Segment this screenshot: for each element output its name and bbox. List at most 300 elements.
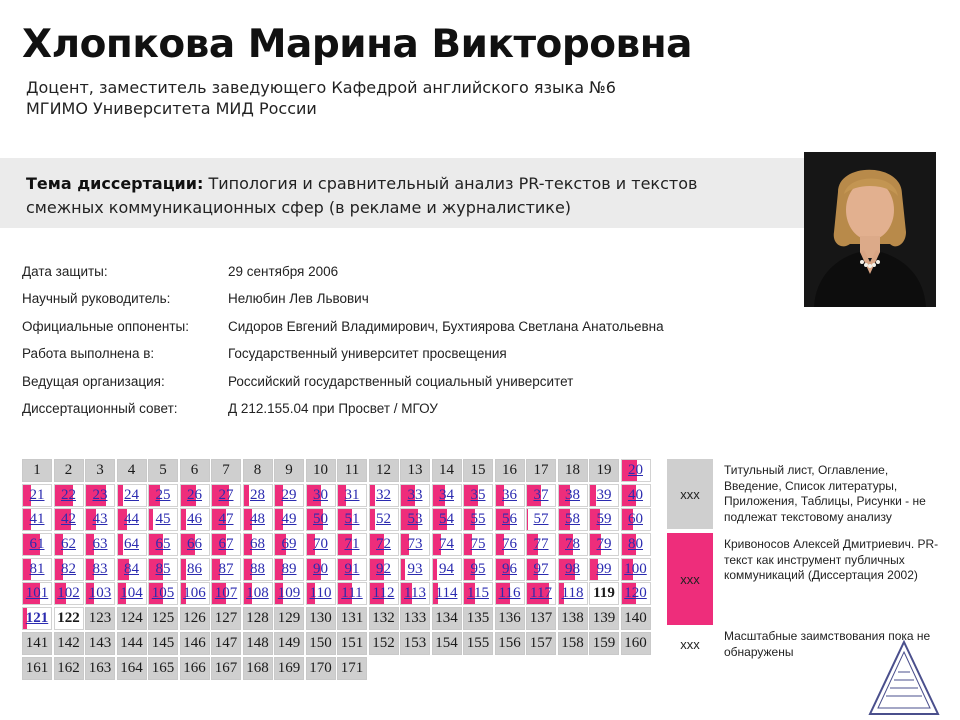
page-cell-service <box>558 607 588 630</box>
page-cell-link[interactable] <box>148 484 178 507</box>
page-cell-link[interactable] <box>117 558 147 581</box>
page-number: 7 <box>222 462 230 478</box>
page-number: 165 <box>151 659 175 676</box>
page-number: 109 <box>277 585 301 602</box>
page-number: 24 <box>124 486 139 503</box>
page-number: 59 <box>596 511 612 528</box>
page-number: 20 <box>628 462 643 478</box>
page-cell-link[interactable] <box>337 533 367 556</box>
page-cell-link[interactable] <box>306 484 336 507</box>
page-cell-link[interactable] <box>400 558 430 581</box>
page-cell-service <box>463 632 493 655</box>
page-number: 160 <box>624 634 647 651</box>
page-cell-link[interactable] <box>54 582 84 605</box>
page-cell-link[interactable] <box>22 558 52 581</box>
page-number: 30 <box>313 486 328 503</box>
info-value: Д 212.155.04 при Просвет / МГОУ <box>228 400 438 416</box>
page-number: 40 <box>628 486 643 503</box>
person-position <box>26 77 616 119</box>
page-number: 170 <box>309 659 332 676</box>
page-cell-link[interactable] <box>180 533 210 556</box>
page-cell-link[interactable] <box>558 582 588 605</box>
page-number: 26 <box>187 486 202 503</box>
page-cell-service <box>180 632 210 655</box>
page-number: 73 <box>407 536 423 553</box>
page-cell-link[interactable] <box>526 508 556 531</box>
page-number: 105 <box>151 585 175 602</box>
page-cell-service <box>243 657 273 680</box>
dissertation-topic <box>26 172 756 220</box>
page-number: 121 <box>25 610 49 627</box>
page-number: 83 <box>92 560 108 577</box>
page-cell-link[interactable] <box>589 558 619 581</box>
page-number: 113 <box>404 585 426 602</box>
page-cell-service <box>432 459 462 482</box>
page-cell-service <box>369 607 399 630</box>
page-number: 163 <box>88 659 112 676</box>
info-value: Нелюбин Лев Львович <box>228 291 369 307</box>
page-cell-link[interactable] <box>621 533 651 556</box>
page-number: 17 <box>533 462 549 478</box>
page-cell-link[interactable] <box>85 533 115 556</box>
page-cell-service <box>337 607 367 630</box>
page-number: 161 <box>25 659 49 676</box>
page-cell-service <box>274 657 304 680</box>
page-number: 47 <box>218 511 234 528</box>
page-cell-link[interactable] <box>621 484 651 507</box>
page-number: 19 <box>596 462 612 478</box>
page-number: 48 <box>250 511 265 528</box>
page-number: 4 <box>127 462 136 478</box>
page-number: 34 <box>439 486 454 503</box>
page-cell-link[interactable] <box>211 508 241 531</box>
page-number: 126 <box>183 610 206 627</box>
page-cell-link[interactable] <box>306 533 336 556</box>
page-cell-clean <box>54 607 84 630</box>
page-number: 153 <box>403 634 427 651</box>
page-number: 8 <box>253 462 262 478</box>
borrowing-bar <box>401 559 405 580</box>
legend-text: Титульный лист, Оглавление, Введение, Список литературы, Приложения, Таблицы, Рисунки - не подлежат текстовому анализу <box>724 463 926 524</box>
page-cell-link[interactable] <box>495 582 525 605</box>
page-number: 90 <box>313 560 328 577</box>
page-cell-service <box>400 632 430 655</box>
page-number: 80 <box>628 536 643 553</box>
page-cell-link[interactable] <box>180 508 210 531</box>
page-cell-link[interactable] <box>558 558 588 581</box>
page-cell-link[interactable] <box>148 558 178 581</box>
page-cell-link[interactable] <box>463 508 493 531</box>
page-number: 46 <box>187 511 202 528</box>
page-number: 154 <box>435 634 458 651</box>
page-cell-link[interactable] <box>211 582 241 605</box>
page-cell-link[interactable] <box>274 508 304 531</box>
page-cell-link[interactable] <box>463 533 493 556</box>
page-number: 66 <box>187 536 202 553</box>
page-number: 45 <box>155 511 171 528</box>
page-cell-service <box>558 459 588 482</box>
page-cell-service <box>180 657 210 680</box>
page-cell-service <box>85 459 115 482</box>
page-number: 29 <box>281 486 297 503</box>
page-number: 145 <box>151 634 175 651</box>
page-number: 38 <box>565 486 580 503</box>
page-number: 88 <box>250 560 265 577</box>
page-cell-link[interactable] <box>211 484 241 507</box>
info-row <box>22 401 742 428</box>
page-cell-service <box>180 459 210 482</box>
page-number: 152 <box>372 634 395 651</box>
page-cell-link[interactable] <box>180 558 210 581</box>
page-number: 157 <box>529 634 553 651</box>
page-number: 143 <box>88 634 112 651</box>
page-number: 35 <box>470 486 486 503</box>
borrowing-bar <box>370 485 376 506</box>
page-cell-link[interactable] <box>211 533 241 556</box>
page-number: 97 <box>533 560 549 577</box>
page-cell-link[interactable] <box>369 558 399 581</box>
page-number: 25 <box>155 486 171 503</box>
page-number: 67 <box>218 536 234 553</box>
page-cell-link[interactable] <box>463 558 493 581</box>
page-cell-link[interactable] <box>369 533 399 556</box>
page-number: 115 <box>467 585 489 602</box>
page-cell-service <box>589 607 619 630</box>
page-cell-link[interactable] <box>180 484 210 507</box>
page-cell-link[interactable] <box>180 582 210 605</box>
page-number: 130 <box>309 610 332 627</box>
page-cell-service <box>432 607 462 630</box>
page-cell-service <box>85 632 115 655</box>
page-number: 39 <box>596 486 612 503</box>
info-row <box>22 291 742 318</box>
page-cell-link[interactable] <box>621 582 651 605</box>
page-cell-link[interactable] <box>400 533 430 556</box>
page-cell-service <box>274 632 304 655</box>
page-number: 138 <box>561 610 584 627</box>
page-number: 131 <box>340 610 364 627</box>
page-cell-link[interactable] <box>495 558 525 581</box>
page-cell-service <box>400 607 430 630</box>
page-number: 61 <box>29 536 45 553</box>
page-cell-link[interactable] <box>621 558 651 581</box>
page-cell-link[interactable] <box>85 558 115 581</box>
page-cell-link[interactable] <box>117 533 147 556</box>
page-cell-link[interactable] <box>117 582 147 605</box>
page-number: 119 <box>593 585 615 602</box>
person-name: Хлопкова Марина Викторовна <box>22 22 692 67</box>
page-cell-link[interactable] <box>495 484 525 507</box>
page-number: 52 <box>376 511 391 528</box>
page-cell-clean <box>589 582 619 605</box>
page-cell-link[interactable] <box>558 533 588 556</box>
page-number: 103 <box>88 585 112 602</box>
page-number: 112 <box>372 585 395 602</box>
page-number: 16 <box>502 462 517 478</box>
page-number: 150 <box>309 634 332 651</box>
info-row <box>22 264 742 291</box>
page-borrowing-grid <box>22 459 651 680</box>
page-cell-link[interactable] <box>463 582 493 605</box>
legend-text: Масштабные заимствования пока не обнаружены <box>724 629 931 659</box>
page-cell-link[interactable] <box>85 484 115 507</box>
page-number: 57 <box>533 511 549 528</box>
page-cell-link[interactable] <box>621 459 651 482</box>
page-cell-service <box>526 632 556 655</box>
page-number: 44 <box>124 511 139 528</box>
page-number: 64 <box>124 536 139 553</box>
legend-text: Кривоносов Алексей Дмитриевич. PR-текст как инструмент публичных коммуникаций (Диссертация 2002) <box>724 537 939 582</box>
page-number: 69 <box>281 536 297 553</box>
page-cell-link[interactable] <box>432 484 462 507</box>
info-label: Диссертационный совет: <box>22 400 178 416</box>
page-number: 85 <box>155 560 171 577</box>
position-line-2: МГИМО Университета МИД России <box>26 99 317 118</box>
page-cell-link[interactable] <box>211 558 241 581</box>
page-cell-link[interactable] <box>117 484 147 507</box>
page-cell-link[interactable] <box>54 558 84 581</box>
info-row <box>22 346 742 373</box>
borrowing-bar <box>370 509 376 530</box>
page-cell-link[interactable] <box>306 508 336 531</box>
page-number: 36 <box>502 486 517 503</box>
page-number: 158 <box>561 634 584 651</box>
page-cell-link[interactable] <box>54 533 84 556</box>
page-cell-link[interactable] <box>526 558 556 581</box>
page-number: 43 <box>92 511 108 528</box>
page-number: 6 <box>190 462 199 478</box>
page-number: 31 <box>344 486 360 503</box>
info-label: Работа выполнена в: <box>22 346 155 362</box>
page-number: 53 <box>407 511 423 528</box>
page-number: 139 <box>592 610 616 627</box>
page-cell-link[interactable] <box>463 484 493 507</box>
page-number: 117 <box>530 585 552 602</box>
page-cell-link[interactable] <box>337 558 367 581</box>
page-cell-link[interactable] <box>400 508 430 531</box>
page-cell-service <box>211 607 241 630</box>
page-cell-link[interactable] <box>558 508 588 531</box>
page-cell-service <box>400 459 430 482</box>
page-number: 76 <box>502 536 517 553</box>
page-cell-link[interactable] <box>369 484 399 507</box>
page-cell-service <box>306 657 336 680</box>
borrowing-bar <box>181 559 187 580</box>
page-number: 21 <box>29 486 45 503</box>
page-number: 148 <box>246 634 269 651</box>
page-cell-link[interactable] <box>54 484 84 507</box>
page-cell-service <box>148 657 178 680</box>
info-value: Сидоров Евгений Владимирович, Бухтиярова Светлана Анатольевна <box>228 318 664 334</box>
page-cell-link[interactable] <box>243 533 273 556</box>
page-number: 89 <box>281 560 297 577</box>
page-cell-service <box>243 459 273 482</box>
page-number: 5 <box>159 462 167 478</box>
legend-swatch: xxx <box>667 625 713 663</box>
page-cell-link[interactable] <box>22 607 52 630</box>
dissertation-topic-band <box>0 158 805 228</box>
page-cell-service <box>337 459 367 482</box>
page-cell-link[interactable] <box>589 533 619 556</box>
page-number: 120 <box>624 585 647 602</box>
page-number: 91 <box>344 560 360 577</box>
page-cell-service <box>274 459 304 482</box>
page-number: 136 <box>498 610 521 627</box>
page-cell-link[interactable] <box>306 582 336 605</box>
page-cell-service <box>22 657 52 680</box>
page-cell-service <box>148 607 178 630</box>
page-cell-service <box>526 607 556 630</box>
page-cell-link[interactable] <box>621 508 651 531</box>
info-value: Российский государственный социальный университет <box>228 373 574 389</box>
page-cell-link[interactable] <box>22 484 52 507</box>
page-number: 32 <box>376 486 391 503</box>
page-number: 100 <box>624 560 647 577</box>
page-cell-link[interactable] <box>495 533 525 556</box>
page-cell-link[interactable] <box>148 508 178 531</box>
page-cell-service <box>211 632 241 655</box>
page-cell-service <box>243 607 273 630</box>
page-number: 162 <box>57 659 80 676</box>
page-number: 110 <box>309 585 332 602</box>
page-cell-link[interactable] <box>589 484 619 507</box>
page-number: 123 <box>88 610 112 627</box>
page-cell-link[interactable] <box>243 582 273 605</box>
page-cell-link[interactable] <box>117 508 147 531</box>
page-cell-link[interactable] <box>432 582 462 605</box>
page-cell-service <box>621 632 651 655</box>
page-cell-link[interactable] <box>337 484 367 507</box>
page-cell-link[interactable] <box>85 508 115 531</box>
page-cell-link[interactable] <box>526 533 556 556</box>
page-cell-link[interactable] <box>243 484 273 507</box>
page-number: 14 <box>439 462 454 478</box>
page-cell-link[interactable] <box>432 533 462 556</box>
page-number: 116 <box>498 585 521 602</box>
page-cell-service <box>85 657 115 680</box>
page-cell-link[interactable] <box>22 582 52 605</box>
page-cell-link[interactable] <box>54 508 84 531</box>
page-cell-service <box>495 459 525 482</box>
page-number: 9 <box>285 462 293 478</box>
borrowing-bar <box>118 534 124 555</box>
info-value: 29 сентября 2006 <box>228 264 339 279</box>
page-number: 92 <box>376 560 391 577</box>
page-cell-service <box>337 657 367 680</box>
page-cell-link[interactable] <box>337 582 367 605</box>
page-number: 84 <box>124 560 139 577</box>
page-cell-service <box>306 632 336 655</box>
page-number: 18 <box>565 462 580 478</box>
page-cell-service <box>54 632 84 655</box>
legend-item <box>667 459 947 529</box>
page-number: 49 <box>281 511 297 528</box>
page-cell-link[interactable] <box>589 508 619 531</box>
info-row <box>22 374 742 401</box>
page-cell-service <box>211 459 241 482</box>
page-cell-link[interactable] <box>148 533 178 556</box>
page-number: 107 <box>214 585 238 602</box>
page-cell-link[interactable] <box>85 582 115 605</box>
page-number: 167 <box>214 659 238 676</box>
legend-swatch: xxx <box>667 533 713 625</box>
page-cell-service <box>274 607 304 630</box>
page-cell-link[interactable] <box>243 508 273 531</box>
page-number: 3 <box>96 462 104 478</box>
page-cell-link[interactable] <box>148 582 178 605</box>
info-label: Дата защиты: <box>22 264 108 279</box>
page-number: 22 <box>61 486 76 503</box>
page-cell-link[interactable] <box>274 582 304 605</box>
page-cell-service <box>526 459 556 482</box>
page-cell-link[interactable] <box>369 508 399 531</box>
page-cell-service <box>589 632 619 655</box>
page-cell-link[interactable] <box>400 484 430 507</box>
page-number: 27 <box>218 486 234 503</box>
page-cell-link[interactable] <box>526 582 556 605</box>
info-row <box>22 319 742 346</box>
page-cell-link[interactable] <box>274 484 304 507</box>
page-cell-link[interactable] <box>526 484 556 507</box>
dissertation-info-list <box>22 264 742 428</box>
page-number: 51 <box>344 511 360 528</box>
page-number: 82 <box>61 560 76 577</box>
borrowing-bar <box>118 485 124 506</box>
page-number: 101 <box>25 585 49 602</box>
page-number: 106 <box>183 585 206 602</box>
page-number: 1 <box>33 462 41 478</box>
page-cell-link[interactable] <box>369 582 399 605</box>
page-cell-link[interactable] <box>243 558 273 581</box>
borrowing-bar <box>433 559 437 580</box>
page-cell-service <box>432 632 462 655</box>
page-cell-service <box>180 607 210 630</box>
page-cell-link[interactable] <box>558 484 588 507</box>
page-cell-link[interactable] <box>274 533 304 556</box>
page-number: 135 <box>466 610 490 627</box>
page-number: 134 <box>435 610 458 627</box>
page-cell-service <box>54 657 84 680</box>
page-number: 55 <box>470 511 486 528</box>
page-number: 79 <box>596 536 612 553</box>
page-cell-service <box>117 632 147 655</box>
page-number: 140 <box>624 610 647 627</box>
legend-swatch: xxx <box>667 459 713 529</box>
page-cell-link[interactable] <box>22 533 52 556</box>
page-number: 132 <box>372 610 395 627</box>
page-cell-link[interactable] <box>22 508 52 531</box>
page-number: 146 <box>183 634 206 651</box>
page-number: 147 <box>214 634 238 651</box>
page-cell-link[interactable] <box>274 558 304 581</box>
page-cell-link[interactable] <box>495 508 525 531</box>
page-cell-link[interactable] <box>432 508 462 531</box>
page-number: 118 <box>561 585 584 602</box>
page-number: 93 <box>407 560 423 577</box>
page-number: 99 <box>596 560 612 577</box>
page-cell-link[interactable] <box>306 558 336 581</box>
page-number: 129 <box>277 610 301 627</box>
borrowing-bar <box>149 509 153 530</box>
page-cell-link[interactable] <box>400 582 430 605</box>
page-cell-service <box>369 459 399 482</box>
page-cell-link[interactable] <box>432 558 462 581</box>
page-number: 142 <box>57 634 80 651</box>
page-cell-service <box>117 607 147 630</box>
page-number: 74 <box>439 536 454 553</box>
page-cell-service <box>148 459 178 482</box>
page-cell-link[interactable] <box>337 508 367 531</box>
